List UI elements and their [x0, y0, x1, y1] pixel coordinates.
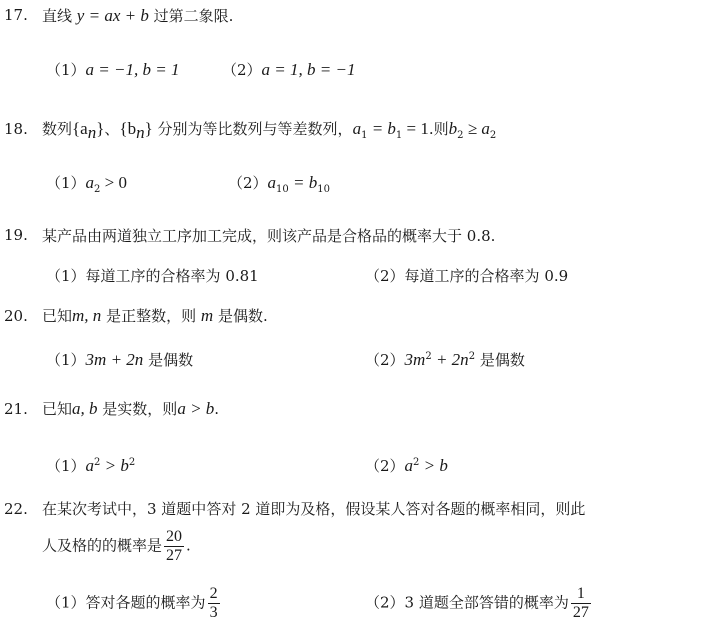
option-1: $(1)a_2 > 0$	[46, 173, 128, 195]
option-2: （2）a = 1, b = −1	[222, 60, 356, 79]
question-stem-line-2: 人及格的的概率是 $\frac{20}{27}$ .	[42, 528, 191, 564]
option-1: （1）每道工序的合格率为 0.81	[46, 267, 259, 285]
question-stem: 某产品由两道独立工序加工完成，则该产品是合格品的概率大于 0.8.	[42, 227, 496, 245]
question-number: 21.	[4, 400, 28, 418]
option-2: $(2)a^2 > b$	[365, 456, 448, 475]
option-1: （1）a = −1, b = 1	[46, 60, 180, 79]
fraction: $\frac{1}{27}$	[572, 585, 589, 621]
fraction: $\frac{2}{3}$	[209, 585, 218, 621]
option-2: （2）每道工序的合格率为 0.9	[365, 267, 569, 285]
question-number: 20.	[4, 307, 28, 325]
question-stem: 直线 y = ax + b 过第二象限.	[42, 6, 234, 25]
question-number: 22.	[4, 500, 28, 518]
option-1: $(1)a^2 > b^2$	[46, 456, 136, 475]
fraction: $\frac{20}{27}$	[166, 528, 183, 564]
option-1: （1）3m + 2n 是偶数	[46, 350, 194, 369]
question-stem: 已知a, b 是实数，则a > b.	[42, 399, 220, 418]
option-2: （2）3 道题全部答错的概率为 $\frac{1}{27}$	[365, 585, 589, 621]
option-2: $(2)3m^2 + 2n^2$ 是偶数	[365, 350, 525, 369]
question-stem: 已知m, n 是正整数，则 m 是偶数.	[42, 306, 268, 325]
question-number: 19.	[4, 226, 28, 244]
option-2: $(2)a_{10} = b_{10}$	[228, 173, 330, 195]
question-stem-line-1: 在某次考试中，3 道题中答对 2 道即为及格，假设某人答对各题的概率相同，则此	[42, 500, 586, 518]
question-stem: 数列$\{a_n\}$、$\{b_n\}$ 分别为等比数列与等差数列，$a_1 = b_1 = 1$.则$b_2 \ge a_2$	[42, 119, 497, 142]
option-1: （1）答对各题的概率为 $\frac{2}{3}$	[46, 585, 218, 621]
question-number: 18.	[4, 120, 28, 138]
question-number: 17.	[4, 6, 28, 24]
